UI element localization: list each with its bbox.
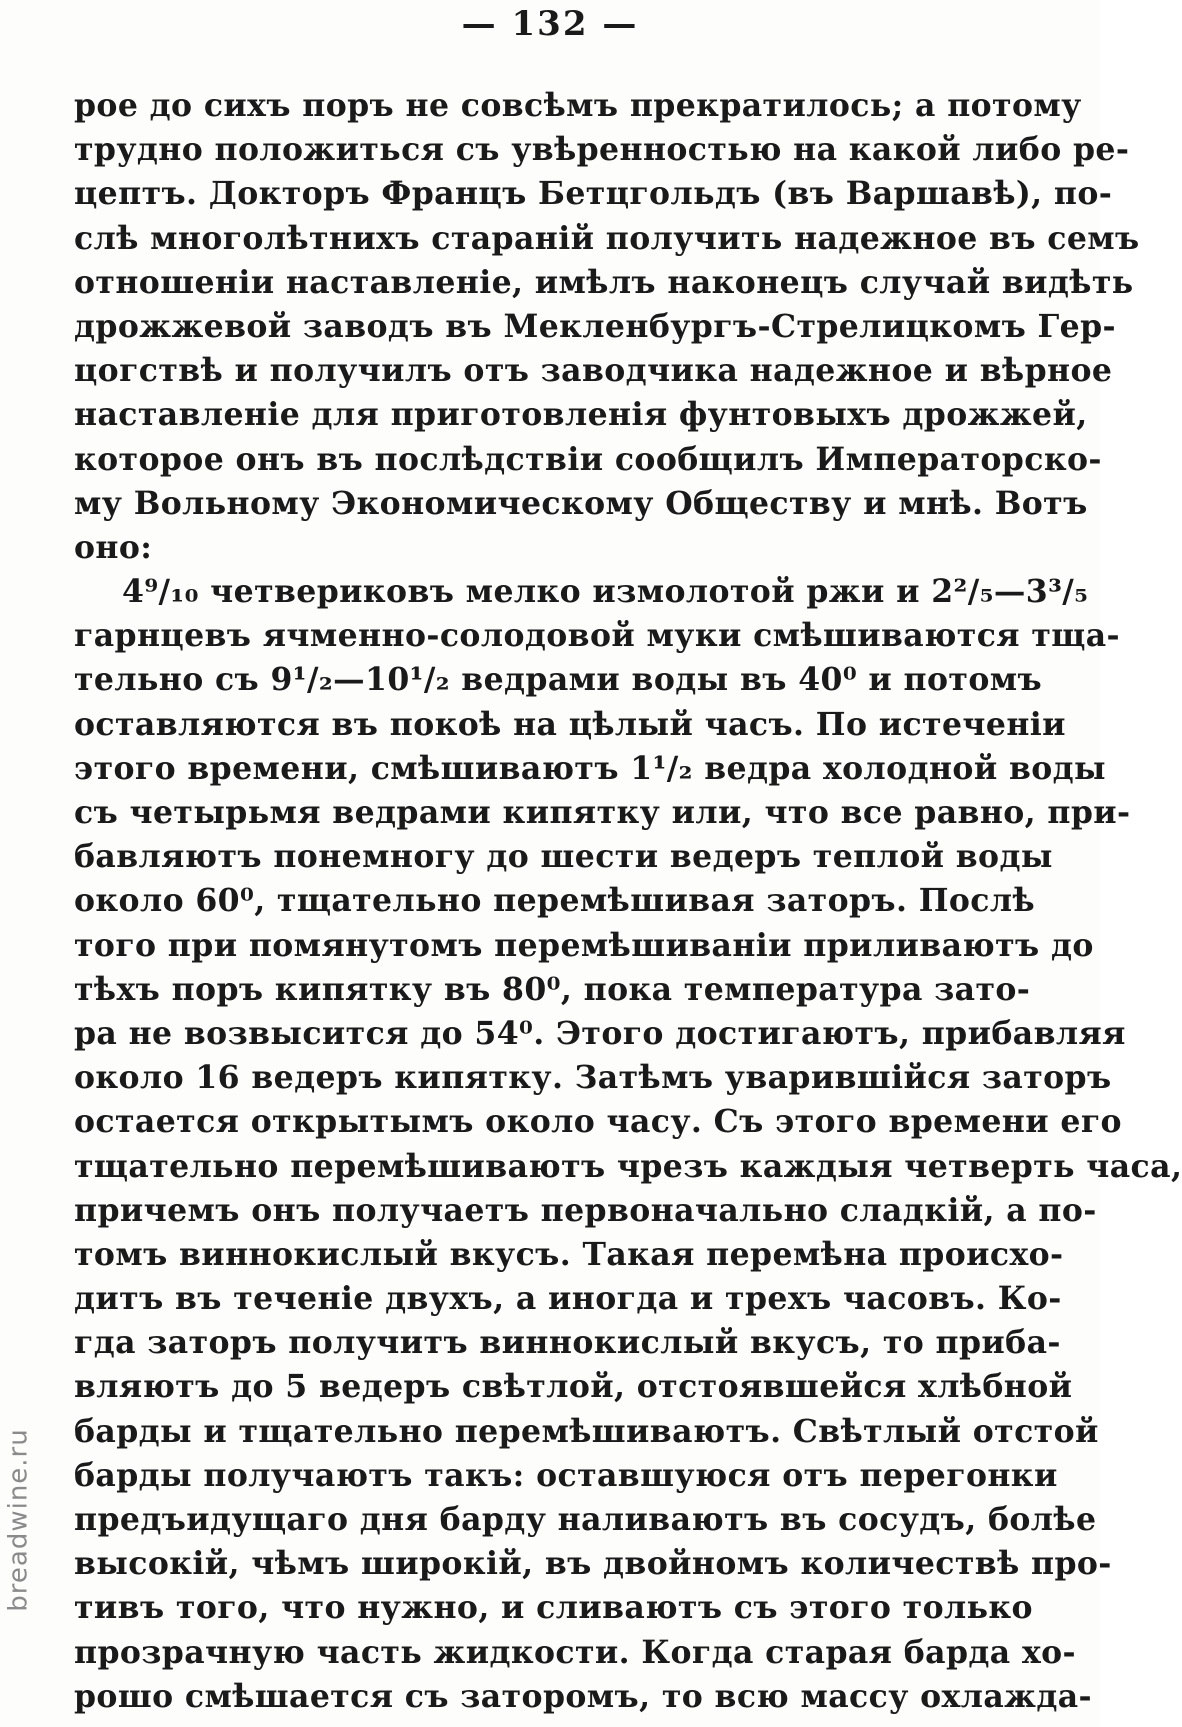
page-number: — 132 — — [461, 4, 639, 44]
watermark-text: breadwine.ru — [4, 1428, 35, 1612]
text-line: томъ виннокислый вкусъ. Такая перемѣна происхо- — [74, 1235, 1064, 1273]
text-line: рошо смѣшается съ заторомъ, то всю массу охлажда- — [74, 1677, 1093, 1715]
text-line: отношеніи наставленіе, имѣлъ наконецъ случай видѣть — [74, 263, 1134, 301]
text-line: которое онъ въ послѣдствіи сообщилъ Императорско- — [74, 440, 1102, 478]
text-line: съ четырьмя ведрами кипятку или, что все равно, при- — [74, 794, 1131, 831]
text-line: этого времени, смѣшиваютъ 1¹/₂ ведра холодной воды — [74, 749, 1107, 787]
text-line: цогствѣ и получилъ отъ заводчика надежное и вѣрное — [74, 352, 1113, 390]
watermark — [2, 1320, 36, 1720]
text-line: гда заторъ получитъ виннокислый вкусъ, то приба- — [74, 1324, 1061, 1362]
text-line: барды получаютъ такъ: оставшуюся отъ перегонки — [74, 1456, 1058, 1494]
text-line: оно: — [74, 528, 153, 566]
text-line: 4⁹/₁₀ четвериковъ мелко измолотой ржи и 2²/₅—3³/₅ — [122, 573, 1089, 611]
body-text — [74, 84, 1182, 1719]
text-line: того при помянутомъ перемѣшиваніи приливаютъ до — [74, 926, 1094, 964]
text-line: рое до сихъ поръ не совсѣмъ прекратилось; а потому — [74, 87, 1082, 124]
text-line: оставляются въ покоѣ на цѣлый часъ. По истеченіи — [74, 705, 1066, 743]
text-line: причемъ онъ получаетъ первоначально сладкій, а по- — [74, 1191, 1097, 1229]
text-line: слѣ многолѣтнихъ стараній получить надежное въ семъ — [74, 219, 1140, 257]
text-line: тѣхъ поръ кипятку въ 80⁰, пока температура зато- — [74, 970, 1031, 1008]
text-line: наставленіе для приготовленія фунтовыхъ дрожжей, — [74, 396, 1088, 434]
text-line: ра не возвысится до 54⁰. Этого достигаютъ, прибавляя — [74, 1014, 1126, 1052]
text-line: цептъ. Докторъ Францъ Бетцгольдъ (въ Варшавѣ), по- — [74, 175, 1113, 213]
text-line: дрожжевой заводъ въ Мекленбургъ-Стрелицкомъ Гер- — [74, 307, 1117, 345]
text-line: высокій, чѣмъ широкій, въ двойномъ количествѣ про- — [74, 1545, 1112, 1583]
text-line: вляютъ до 5 ведеръ свѣтлой, отстоявшейся хлѣбной — [74, 1368, 1073, 1406]
text-line: предъидущаго дня барду наливаютъ въ сосудъ, болѣе — [74, 1501, 1097, 1538]
text-line: тельно съ 9¹/₂—10¹/₂ ведрами воды въ 40⁰ и потомъ — [74, 661, 1043, 699]
text-line: прозрачную часть жидкости. Когда старая барда хо- — [74, 1633, 1077, 1671]
text-line: трудно положиться съ увѣренностью на какой либо ре- — [74, 131, 1130, 169]
text-line: дитъ въ теченіе двухъ, а иногда и трехъ часовъ. Ко- — [74, 1280, 1062, 1318]
text-line: около 60⁰, тщательно перемѣшивая заторъ. Послѣ — [74, 882, 1036, 920]
text-line: около 16 ведеръ кипятку. Затѣмъ уварившійся заторъ — [74, 1059, 1112, 1097]
text-line: остается открытымъ около часу. Съ этого времени его — [74, 1103, 1122, 1141]
text-line: барды и тщательно перемѣшиваютъ. Свѣтлый отстой — [74, 1412, 1099, 1450]
text-line: тщательно перемѣшиваютъ чрезъ каждыя четверть часа, — [74, 1147, 1182, 1185]
text-line: тивъ того, что нужно, и сливаютъ съ этого только — [74, 1589, 1033, 1627]
text-line: му Вольному Экономическому Обществу и мнѣ. Вотъ — [74, 484, 1088, 522]
text-line: гарнцевъ ячменно-солодовой муки смѣшиваются тща- — [74, 617, 1121, 655]
text-line: бавляютъ понемногу до шести ведеръ теплой воды — [74, 838, 1053, 876]
